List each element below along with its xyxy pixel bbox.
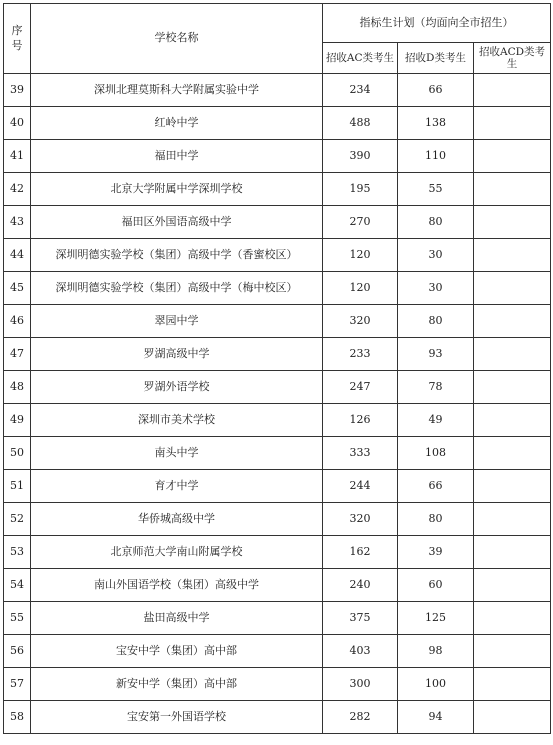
- row-d-cell: 110: [398, 140, 474, 173]
- row-ac-cell: 195: [323, 173, 398, 206]
- row-index-cell: 50: [4, 437, 31, 470]
- row-index-cell: 45: [4, 272, 31, 305]
- row-index-cell: 51: [4, 470, 31, 503]
- row-ac-cell: 320: [323, 503, 398, 536]
- row-ac-cell: 282: [323, 701, 398, 734]
- header-col-d: [398, 43, 474, 74]
- table-row: [4, 74, 551, 107]
- row-acd-cell: [474, 668, 551, 701]
- row-d-cell: 138: [398, 107, 474, 140]
- row-acd-cell: [474, 635, 551, 668]
- row-school-name-cell: 盐田高级中学: [31, 602, 323, 635]
- row-index-cell: 53: [4, 536, 31, 569]
- row-index-cell: 52: [4, 503, 31, 536]
- row-ac-cell: 270: [323, 206, 398, 239]
- table-body: [4, 74, 551, 734]
- row-index-cell: 58: [4, 701, 31, 734]
- row-ac-cell: 162: [323, 536, 398, 569]
- quota-table: [3, 3, 551, 734]
- table-row: [4, 404, 551, 437]
- row-ac-cell: 126: [323, 404, 398, 437]
- row-ac-cell: 488: [323, 107, 398, 140]
- row-ac-cell: 244: [323, 470, 398, 503]
- table-row: [4, 569, 551, 602]
- row-acd-cell: [474, 437, 551, 470]
- row-d-cell: 98: [398, 635, 474, 668]
- row-d-cell: 49: [398, 404, 474, 437]
- row-school-name-cell: 红岭中学: [31, 107, 323, 140]
- row-d-cell: 80: [398, 206, 474, 239]
- row-school-name-cell: 深圳明德实验学校（集团）高级中学（梅中校区）: [31, 272, 323, 305]
- row-school-name-cell: 福田中学: [31, 140, 323, 173]
- table-row: [4, 668, 551, 701]
- row-d-cell: 30: [398, 239, 474, 272]
- row-acd-cell: [474, 602, 551, 635]
- row-ac-cell: 120: [323, 239, 398, 272]
- table-row: [4, 371, 551, 404]
- row-acd-cell: [474, 206, 551, 239]
- row-ac-cell: 333: [323, 437, 398, 470]
- row-school-name-cell: 新安中学（集团）高中部: [31, 668, 323, 701]
- header-school-name-label: 学校名称: [154, 31, 199, 45]
- row-acd-cell: [474, 569, 551, 602]
- row-acd-cell: [474, 272, 551, 305]
- row-ac-cell: 375: [323, 602, 398, 635]
- row-school-name-cell: 宝安第一外国语学校: [31, 701, 323, 734]
- row-school-name-cell: 深圳明德实验学校（集团）高级中学（香蜜校区）: [31, 239, 323, 272]
- row-acd-cell: [474, 371, 551, 404]
- row-ac-cell: 240: [323, 569, 398, 602]
- row-school-name-cell: 华侨城高级中学: [31, 503, 323, 536]
- row-d-cell: 66: [398, 470, 474, 503]
- row-acd-cell: [474, 74, 551, 107]
- row-acd-cell: [474, 173, 551, 206]
- row-index-cell: 54: [4, 569, 31, 602]
- row-acd-cell: [474, 470, 551, 503]
- row-ac-cell: 233: [323, 338, 398, 371]
- row-index-cell: 44: [4, 239, 31, 272]
- row-d-cell: 39: [398, 536, 474, 569]
- row-d-cell: 125: [398, 602, 474, 635]
- row-school-name-cell: 福田区外国语高级中学: [31, 206, 323, 239]
- row-index-cell: 47: [4, 338, 31, 371]
- row-acd-cell: [474, 140, 551, 173]
- row-d-cell: 93: [398, 338, 474, 371]
- header-plan-group: [323, 4, 551, 43]
- row-school-name-cell: 深圳北理莫斯科大学附属实验中学: [31, 74, 323, 107]
- row-d-cell: 94: [398, 701, 474, 734]
- row-acd-cell: [474, 107, 551, 140]
- row-index-cell: 41: [4, 140, 31, 173]
- table-row: [4, 536, 551, 569]
- row-d-cell: 80: [398, 305, 474, 338]
- row-index-cell: 55: [4, 602, 31, 635]
- table-row: [4, 140, 551, 173]
- header-index: [4, 4, 31, 74]
- row-acd-cell: [474, 404, 551, 437]
- table-row: [4, 338, 551, 371]
- table-row: [4, 701, 551, 734]
- table-row: [4, 602, 551, 635]
- table-row: [4, 239, 551, 272]
- table-row: [4, 206, 551, 239]
- row-index-cell: 49: [4, 404, 31, 437]
- table-row: [4, 437, 551, 470]
- row-ac-cell: 390: [323, 140, 398, 173]
- table-row: [4, 470, 551, 503]
- header-col-ac-label: 招收AC类考生: [325, 51, 395, 64]
- row-school-name-cell: 北京师范大学南山附属学校: [31, 536, 323, 569]
- row-acd-cell: [474, 239, 551, 272]
- row-acd-cell: [474, 503, 551, 536]
- row-school-name-cell: 罗湖外语学校: [31, 371, 323, 404]
- header-school-name: [31, 4, 323, 74]
- header-col-acd: [474, 43, 551, 74]
- table-row: [4, 107, 551, 140]
- row-index-cell: 39: [4, 74, 31, 107]
- row-ac-cell: 120: [323, 272, 398, 305]
- row-d-cell: 100: [398, 668, 474, 701]
- row-school-name-cell: 北京大学附属中学深圳学校: [31, 173, 323, 206]
- row-ac-cell: 234: [323, 74, 398, 107]
- table-row: [4, 635, 551, 668]
- table-row: [4, 305, 551, 338]
- row-index-cell: 48: [4, 371, 31, 404]
- row-school-name-cell: 南头中学: [31, 437, 323, 470]
- row-index-cell: 57: [4, 668, 31, 701]
- row-ac-cell: 300: [323, 668, 398, 701]
- row-index-cell: 40: [4, 107, 31, 140]
- header-col-acd-label: 招收ACD类考生: [478, 45, 546, 70]
- row-school-name-cell: 罗湖高级中学: [31, 338, 323, 371]
- header-index-label: 序 号: [11, 24, 23, 52]
- row-d-cell: 80: [398, 503, 474, 536]
- row-school-name-cell: 宝安中学（集团）高中部: [31, 635, 323, 668]
- row-index-cell: 46: [4, 305, 31, 338]
- row-school-name-cell: 翠园中学: [31, 305, 323, 338]
- row-school-name-cell: 育才中学: [31, 470, 323, 503]
- row-school-name-cell: 南山外国语学校（集团）高级中学: [31, 569, 323, 602]
- row-acd-cell: [474, 338, 551, 371]
- row-index-cell: 42: [4, 173, 31, 206]
- row-ac-cell: 403: [323, 635, 398, 668]
- row-acd-cell: [474, 305, 551, 338]
- row-acd-cell: [474, 701, 551, 734]
- row-d-cell: 78: [398, 371, 474, 404]
- row-index-cell: 43: [4, 206, 31, 239]
- table-row: [4, 272, 551, 305]
- row-acd-cell: [474, 536, 551, 569]
- table-header: [4, 4, 551, 74]
- header-col-ac: [323, 43, 398, 74]
- table-row: [4, 173, 551, 206]
- row-ac-cell: 247: [323, 371, 398, 404]
- row-school-name-cell: 深圳市美术学校: [31, 404, 323, 437]
- header-col-d-label: 招收D类考生: [405, 51, 466, 64]
- row-d-cell: 55: [398, 173, 474, 206]
- table-row: [4, 503, 551, 536]
- row-d-cell: 108: [398, 437, 474, 470]
- row-d-cell: 30: [398, 272, 474, 305]
- row-ac-cell: 320: [323, 305, 398, 338]
- header-plan-group-label: 指标生计划（均面向全市招生）: [359, 15, 514, 29]
- row-d-cell: 60: [398, 569, 474, 602]
- row-d-cell: 66: [398, 74, 474, 107]
- row-index-cell: 56: [4, 635, 31, 668]
